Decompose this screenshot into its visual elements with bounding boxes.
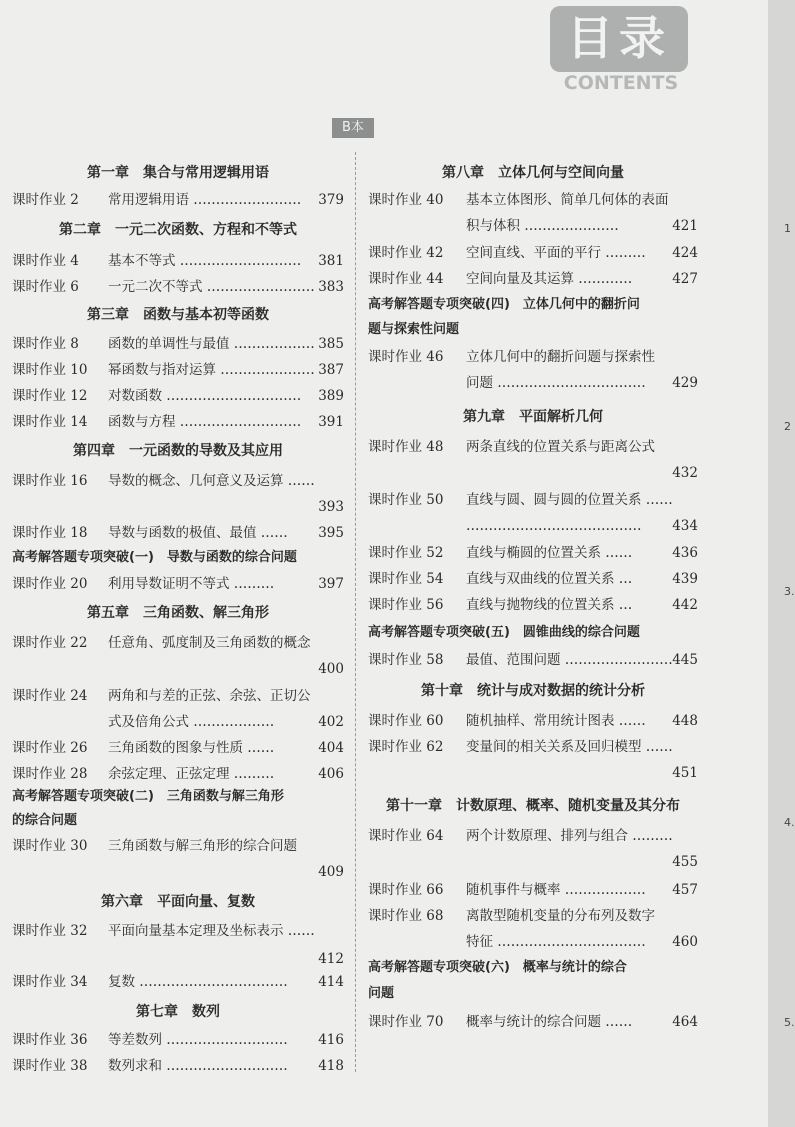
column-divider (355, 152, 356, 1072)
special-topic-heading: 高考解答题专项突破(六) 概率与统计的综合 (368, 960, 627, 975)
entry-page-number: 445 (672, 652, 698, 668)
entry-label: 课时作业 32 (12, 923, 88, 939)
entry-page-number: 418 (318, 1058, 344, 1074)
entry-label: 课时作业 8 (12, 336, 79, 352)
entry-label: 课时作业 64 (368, 828, 444, 844)
entry-title: 空间向量及其运算 ………… (466, 271, 633, 287)
entry-page-number: 448 (672, 713, 698, 729)
entry-label: 课时作业 50 (368, 492, 444, 508)
gutter-number: 3. (784, 585, 795, 598)
entry-label: 课时作业 20 (12, 576, 88, 592)
entry-page-number: 379 (318, 192, 344, 208)
entry-title: 直线与双曲线的位置关系 … (466, 571, 633, 587)
special-topic-heading: 高考解答题专项突破(一) 导数与函数的综合问题 (12, 550, 297, 565)
entry-title: 函数与方程 ……………………… (108, 414, 302, 430)
entry-page-number: 434 (672, 518, 698, 534)
entry-label: 课时作业 44 (368, 271, 444, 287)
entry-title: 直线与圆、圆与圆的位置关系 …… (466, 492, 673, 508)
chapter-heading: 第六章 平面向量、复数 (101, 894, 255, 910)
entry-title: 两条直线的位置关系与距离公式 (466, 439, 655, 455)
entry-title: 三角函数与解三角形的综合问题 (108, 838, 297, 854)
entry-title: 数列求和 ……………………… (108, 1058, 288, 1074)
entry-label: 课时作业 28 (12, 766, 88, 782)
entry-page-number: 397 (318, 576, 344, 592)
entry-title: 基本不等式 ……………………… (108, 253, 302, 269)
entry-page-number: 409 (318, 864, 344, 880)
entry-label: 课时作业 38 (12, 1058, 88, 1074)
entry-label: 课时作业 60 (368, 713, 444, 729)
chapter-heading: 第三章 函数与基本初等函数 (87, 307, 269, 323)
entry-title: 积与体积 ………………… (466, 218, 619, 234)
entry-title: 随机事件与概率 ……………… (466, 882, 646, 898)
entry-label: 课时作业 58 (368, 652, 444, 668)
entry-title: 问题 …………………………… (466, 375, 646, 391)
entry-page-number: 416 (318, 1032, 344, 1048)
entry-title: 幂函数与指对运算 ………………… (108, 362, 315, 378)
entry-title: 导数与函数的极值、最值 …… (108, 525, 288, 541)
entry-title: 随机抽样、常用统计图表 …… (466, 713, 646, 729)
entry-page-number: 389 (318, 388, 344, 404)
entry-page-number: 395 (318, 525, 344, 541)
entry-label: 课时作业 36 (12, 1032, 88, 1048)
entry-page-number: 404 (318, 740, 344, 756)
chapter-heading: 第一章 集合与常用逻辑用语 (87, 165, 269, 181)
entry-label: 课时作业 56 (368, 597, 444, 613)
entry-page-number: 451 (672, 765, 698, 781)
entry-title: 对数函数 ………………………… (108, 388, 302, 404)
entry-title: 基本立体图形、简单几何体的表面 (466, 192, 669, 208)
special-topic-heading: 题与探索性问题 (368, 322, 460, 337)
entry-title: 余弦定理、正弦定理 ……… (108, 766, 275, 782)
entry-title: 两个计数原理、排列与组合 ……… (466, 828, 673, 844)
entry-title: 两角和与差的正弦、余弦、正切公 (108, 688, 311, 704)
gutter-number: 1 (784, 222, 791, 235)
entry-label: 课时作业 52 (368, 545, 444, 561)
entry-title: 导数的概念、几何意义及运算 …… (108, 473, 315, 489)
entry-page-number: 439 (672, 571, 698, 587)
entry-label: 课时作业 42 (368, 245, 444, 261)
special-topic-heading: 高考解答题专项突破(四) 立体几何中的翻折问 (368, 297, 640, 312)
next-page-edge (768, 0, 795, 1127)
entry-page-number: 402 (318, 714, 344, 730)
entry-label: 课时作业 26 (12, 740, 88, 756)
chapter-heading: 第八章 立体几何与空间向量 (442, 165, 624, 181)
entry-title: 直线与椭圆的位置关系 …… (466, 545, 633, 561)
entry-page-number: 421 (672, 218, 698, 234)
entry-label: 课时作业 22 (12, 635, 88, 651)
entry-title: 复数 …………………………… (108, 974, 288, 990)
entry-page-number: 387 (318, 362, 344, 378)
entry-page-number: 393 (318, 499, 344, 515)
entry-title: 特征 …………………………… (466, 934, 646, 950)
chapter-heading: 第十章 统计与成对数据的统计分析 (421, 683, 645, 699)
entry-label: 课时作业 40 (368, 192, 444, 208)
entry-title: 离散型随机变量的分布列及数字 (466, 908, 655, 924)
entry-title: 平面向量基本定理及坐标表示 …… (108, 923, 315, 939)
entry-page-number: 442 (672, 597, 698, 613)
entry-title: 变量间的相关关系及回归模型 …… (466, 739, 673, 755)
entry-label: 课时作业 24 (12, 688, 88, 704)
entry-title: 一元二次不等式 …………………… (108, 279, 315, 295)
entry-title: 等差数列 ……………………… (108, 1032, 288, 1048)
entry-page-number: 383 (318, 279, 344, 295)
special-topic-heading: 高考解答题专项突破(五) 圆锥曲线的综合问题 (368, 625, 640, 640)
entry-page-number: 412 (318, 951, 344, 967)
chapter-heading: 第十一章 计数原理、概率、随机变量及其分布 (386, 798, 680, 814)
entry-label: 课时作业 10 (12, 362, 88, 378)
entry-page-number: 406 (318, 766, 344, 782)
entry-label: 课时作业 12 (12, 388, 88, 404)
entry-title: ………………………………… (466, 518, 642, 534)
entry-page-number: 400 (318, 661, 344, 677)
entry-label: 课时作业 6 (12, 279, 79, 295)
entry-label: 课时作业 48 (368, 439, 444, 455)
entry-page-number: 460 (672, 934, 698, 950)
entry-label: 课时作业 46 (368, 349, 444, 365)
entry-page-number: 432 (672, 465, 698, 481)
entry-label: 课时作业 30 (12, 838, 88, 854)
chapter-heading: 第四章 一元函数的导数及其应用 (73, 443, 283, 459)
entry-title: 常用逻辑用语 …………………… (108, 192, 302, 208)
entry-label: 课时作业 70 (368, 1014, 444, 1030)
entry-label: 课时作业 18 (12, 525, 88, 541)
entry-page-number: 424 (672, 245, 698, 261)
special-topic-heading: 高考解答题专项突破(二) 三角函数与解三角形 (12, 789, 284, 804)
entry-page-number: 429 (672, 375, 698, 391)
gutter-number: 5. (784, 1016, 795, 1029)
entry-label: 课时作业 4 (12, 253, 79, 269)
entry-title: 任意角、弧度制及三角函数的概念 (108, 635, 311, 651)
entry-title: 三角函数的图象与性质 …… (108, 740, 275, 756)
chapter-heading: 第五章 三角函数、解三角形 (87, 605, 269, 621)
entry-page-number: 391 (318, 414, 344, 430)
page-subtitle: CONTENTS (563, 72, 679, 94)
chapter-heading: 第七章 数列 (136, 1004, 220, 1020)
entry-page-number: 427 (672, 271, 698, 287)
entry-label: 课时作业 34 (12, 974, 88, 990)
entry-label: 课时作业 66 (368, 882, 444, 898)
entry-page-number: 381 (318, 253, 344, 269)
entry-title: 利用导数证明不等式 ……… (108, 576, 275, 592)
entry-label: 课时作业 2 (12, 192, 79, 208)
chapter-heading: 第九章 平面解析几何 (463, 409, 603, 425)
entry-title: 最值、范围问题 …………………… (466, 652, 673, 668)
special-topic-heading: 问题 (368, 986, 395, 1001)
entry-label: 课时作业 14 (12, 414, 88, 430)
gutter-number: 2 (784, 420, 791, 433)
entry-title: 直线与抛物线的位置关系 … (466, 597, 633, 613)
entry-page-number: 414 (318, 974, 344, 990)
entry-label: 课时作业 16 (12, 473, 88, 489)
entry-page-number: 436 (672, 545, 698, 561)
page-title: 目录 (567, 11, 671, 65)
entry-label: 课时作业 54 (368, 571, 444, 587)
entry-title: 概率与统计的综合问题 …… (466, 1014, 633, 1030)
entry-page-number: 457 (672, 882, 698, 898)
entry-label: 课时作业 62 (368, 739, 444, 755)
entry-page-number: 455 (672, 854, 698, 870)
entry-title: 函数的单调性与最值 ……………… (108, 336, 315, 352)
gutter-number: 4. (784, 816, 795, 829)
special-topic-heading: 的综合问题 (12, 813, 78, 828)
entry-title: 立体几何中的翻折问题与探索性 (466, 349, 655, 365)
chapter-heading: 第二章 一元二次函数、方程和不等式 (59, 222, 297, 238)
entry-label: 课时作业 68 (368, 908, 444, 924)
entry-page-number: 464 (672, 1014, 698, 1030)
entry-page-number: 385 (318, 336, 344, 352)
entry-title: 式及倍角公式 ……………… (108, 714, 275, 730)
entry-title: 空间直线、平面的平行 ……… (466, 245, 646, 261)
volume-badge: B本 (332, 118, 374, 138)
